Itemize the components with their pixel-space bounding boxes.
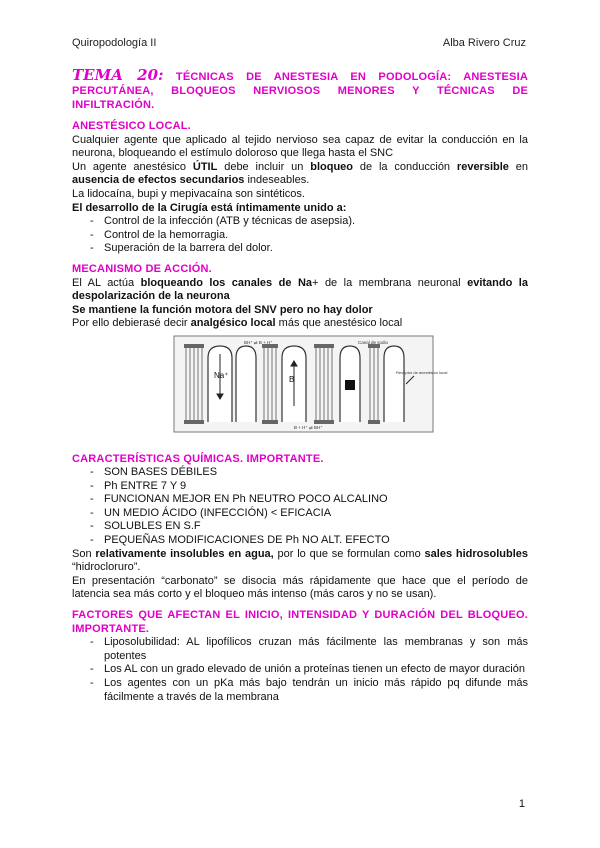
list-quimicas [72, 466, 528, 548]
paragraph: Un agente anestésico ÚTIL debe incluir un bloqueo de la conducción reversible en ausencia de efectos secundarios indeseables. [72, 160, 529, 187]
figure-na-label: Na⁺ [214, 370, 229, 380]
title-text: TÉCNICAS DE ANESTESIA EN PODOLOGÍA: ANESTESIA PERCUTÁNEA, BLOQUEOS NERVIOSOS MENORES Y TÉCNICAS DE INFILTRACIÓN. [72, 71, 528, 111]
list-cirugia [72, 215, 528, 256]
list-item: - Control de la infección (ATB y técnicas de asepsia). [72, 215, 528, 229]
paragraph: El desarrollo de la Cirugía está íntimamente unido a: [72, 201, 347, 214]
figure-b-label: B [289, 374, 295, 384]
section-heading-anestesico: ANESTÉSICO LOCAL. [72, 120, 191, 132]
header-right: Alba Rivero Cruz [442, 37, 526, 49]
figure-canal-label: Canal de sodio [358, 339, 389, 345]
list-item: - SOLUBLES EN S.F [72, 520, 528, 534]
title-tema: TEMA 20: [72, 66, 164, 84]
paragraph: La lidocaína, bupi y mepivacaína son sintéticos. [72, 187, 305, 200]
section-heading-factores: FACTORES QUE AFECTAN EL INICIO, INTENSIDAD Y DURACIÓN DEL BLOQUEO. IMPORTANTE. [72, 609, 528, 635]
figure-bottom-label: B + H⁺ ⇌ BH⁺ [294, 424, 323, 430]
paragraph: Se mantiene la función motora del SNV pero no hay dolor [72, 303, 373, 316]
paragraph: El AL actúa bloqueando los canales de Na+ de la membrana neuronal evitando la despolarización de la neurona [72, 276, 528, 303]
list-item: - Ph ENTRE 7 Y 9 [72, 480, 528, 494]
document-body [72, 68, 528, 704]
figure-top-label: BH⁺ ⇌ B + H⁺ [244, 339, 273, 345]
list-item: - Los AL con un grado elevado de unión a proteínas tienen un efecto de mayor duración [72, 663, 528, 677]
list-item: - SON BASES DÉBILES [72, 466, 528, 480]
list-item: - FUNCIONAN MEJOR EN Ph NEUTRO POCO ALCALINO [72, 493, 528, 507]
list-item: - UN MEDIO ÁCIDO (INFECCIÓN) < EFICACIA [72, 507, 528, 521]
page-number: 1 [518, 798, 525, 810]
header-left: Quiropodología II [72, 37, 157, 49]
list-item: - PEQUEÑAS MODIFICACIONES DE Ph NO ALT. EFECTO [72, 534, 528, 548]
figure-receptor-label: Receptor de anestésico local [396, 369, 448, 375]
sodium-channel-figure [174, 336, 448, 432]
list-item: - Los agentes con un pKa más bajo tendrán un inicio más rápido pq difunde más fácilmente a través de la membrana [72, 677, 528, 704]
paragraph: En presentación “carbonato” se disocia más rápidamente que hace que el período de latencia sea más corto y el bloqueo más intenso (más caros y no se usan). [72, 574, 528, 601]
paragraph: Por ello debierasé decir analgésico local más que anestésico local [72, 317, 403, 330]
list-item: - Liposolubilidad: AL lipofílicos cruzan más fácilmente las membranas y son más potentes [72, 636, 528, 663]
list-factores [72, 636, 528, 704]
list-item: - Superación de la barrera del dolor. [72, 242, 528, 256]
paragraph: Cualquier agente que aplicado al tejido nervioso sea capaz de evitar la conducción en la neurona, bloqueando el estímulo doloroso que llega hasta el SNC [72, 133, 528, 160]
section-heading-quimicas: CARACTERÍSTICAS QUÍMICAS. IMPORTANTE. [72, 452, 324, 465]
list-item: - Control de la hemorragia. [72, 229, 528, 243]
document-title [72, 68, 528, 112]
section-heading-mecanismo: MECANISMO DE ACCIÓN. [72, 262, 212, 275]
paragraph: Son relativamente insolubles en agua, por lo que se formulan como sales hidrosolubles “hidrocloruro”. [72, 547, 528, 574]
